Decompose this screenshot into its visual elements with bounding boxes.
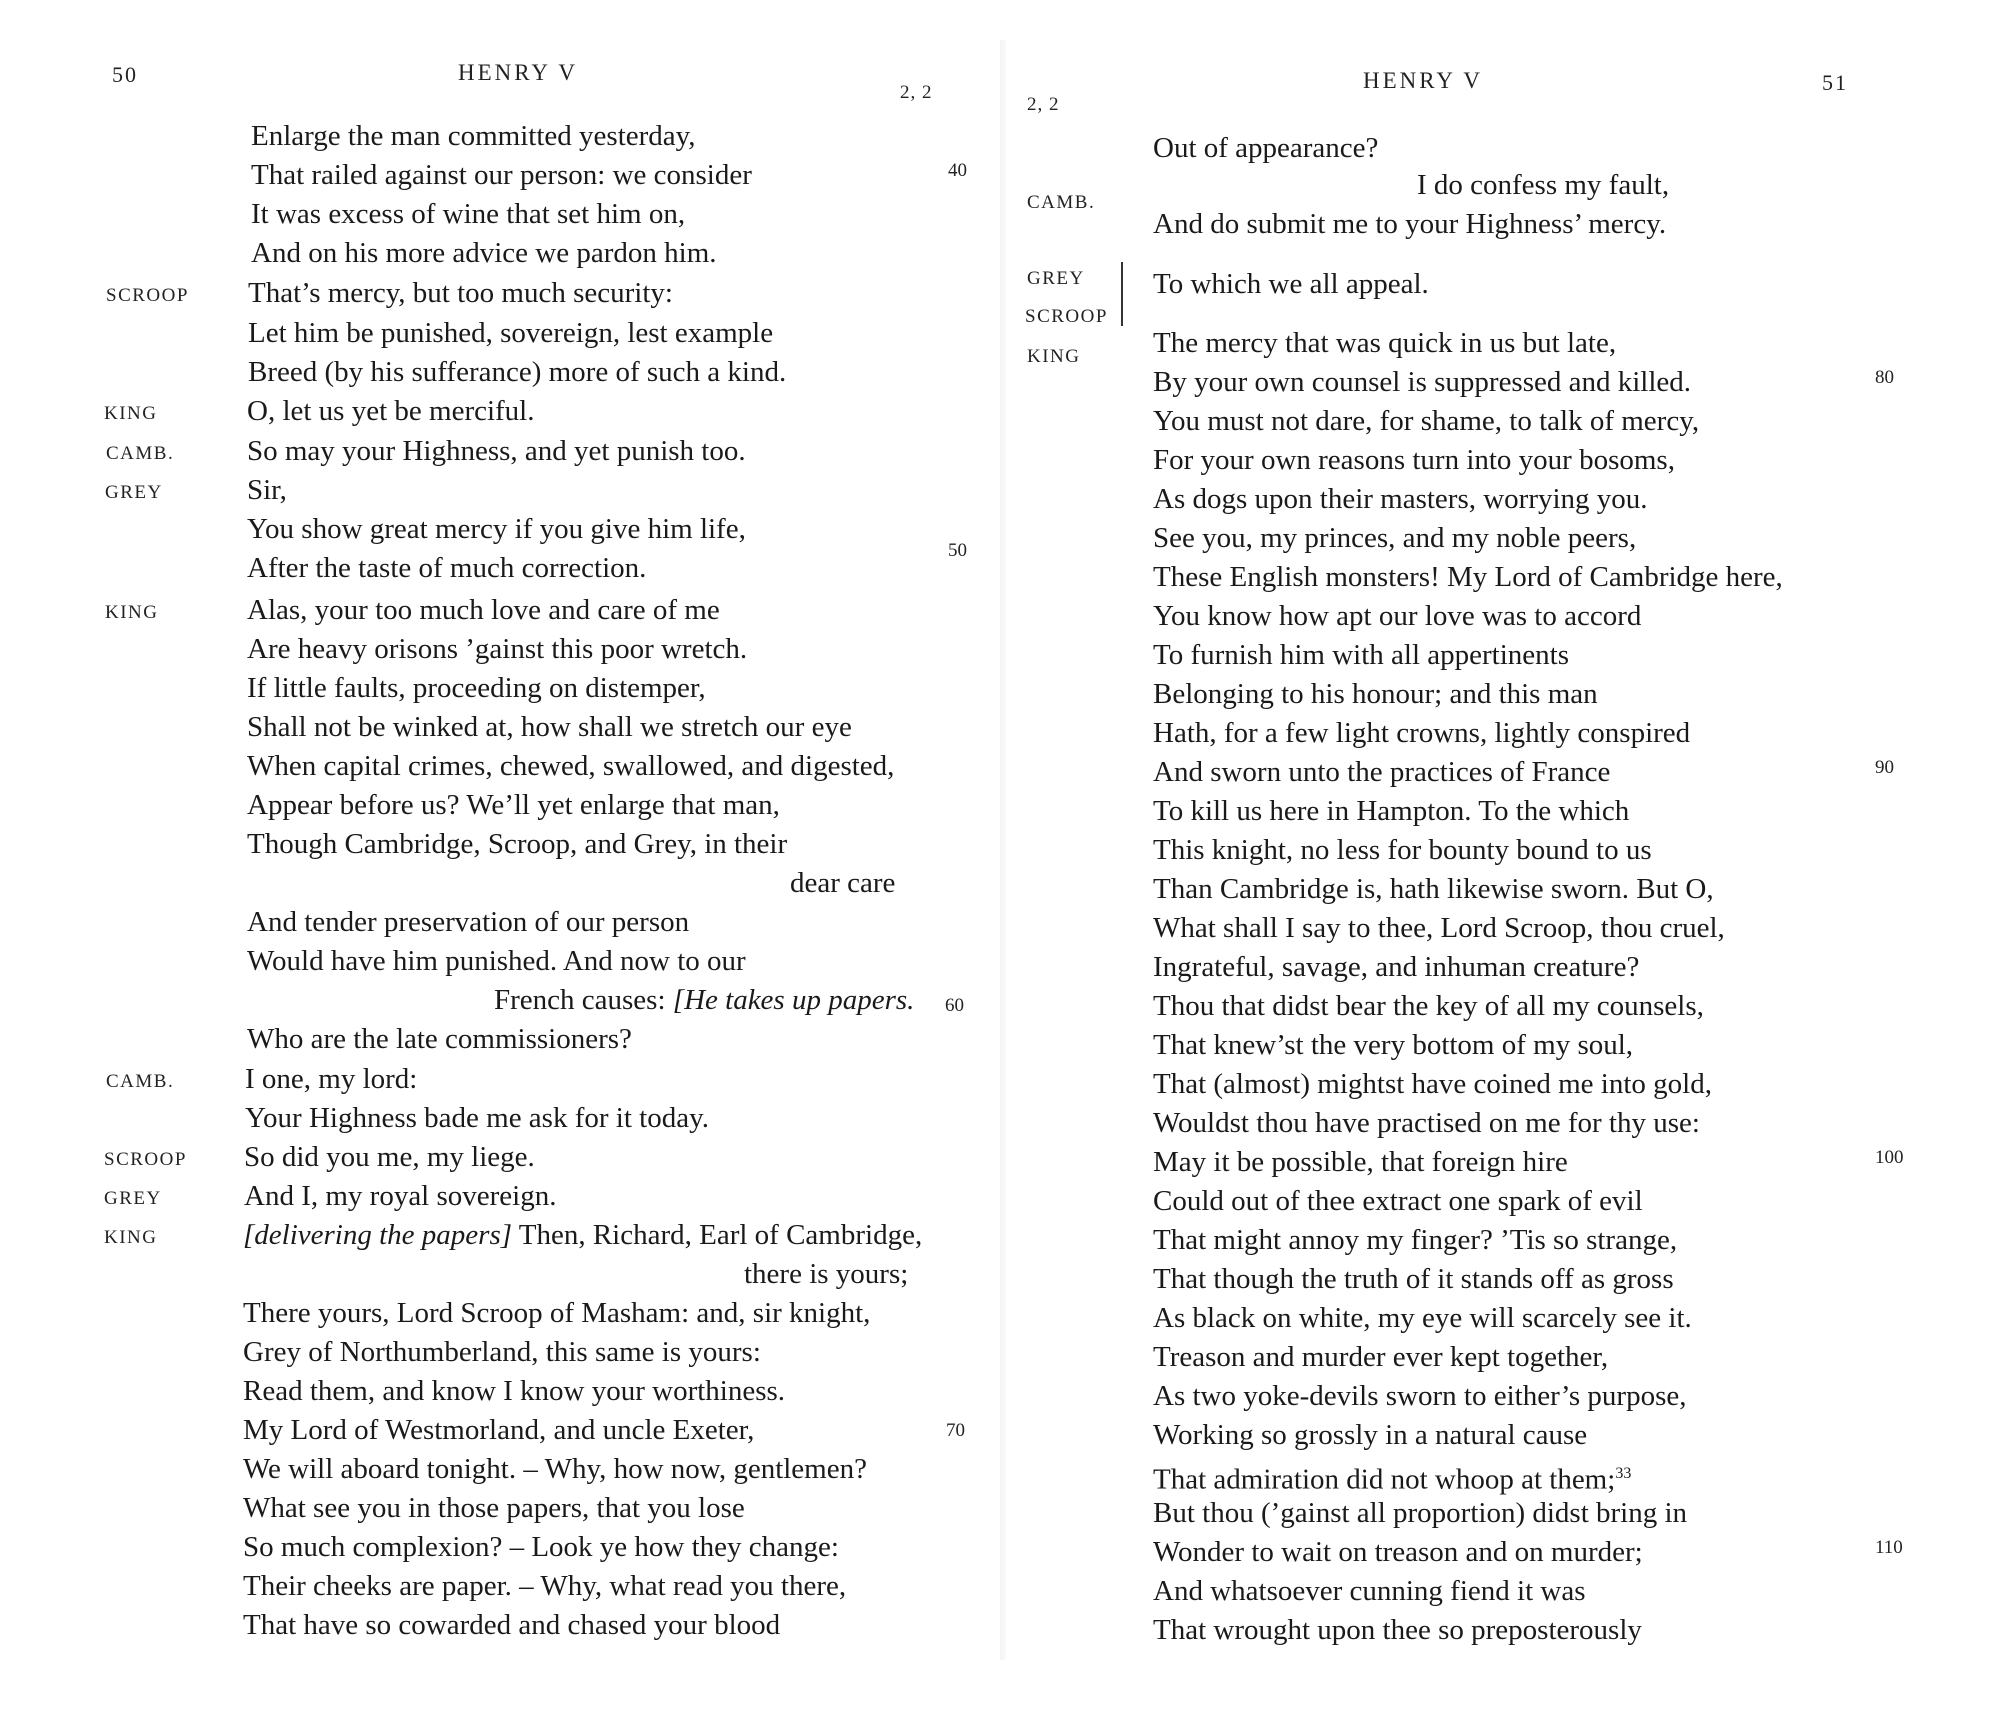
verse-line: Could out of thee extract one spark of evil [1153,1185,1643,1217]
verse-line: So did you me, my liege. [244,1141,535,1173]
verse-line: And whatsoever cunning fiend it was [1153,1575,1586,1607]
line-number: 90 [1875,757,1894,778]
verse-line: To which we all appeal. [1153,268,1429,300]
verse-text: That admiration did not whoop at them; [1153,1463,1616,1496]
verse-line: See you, my princes, and my noble peers, [1153,522,1637,554]
verse-line: That might annoy my finger? ’Tis so strange, [1153,1224,1678,1256]
footnote-marker: 33 [1615,1465,1632,1482]
stage-direction: [delivering the papers] [243,1219,513,1251]
verse-line [243,1217,922,1253]
verse-line: The mercy that was quick in us but late, [1153,327,1617,359]
verse-line: What see you in those papers, that you lose [243,1492,745,1524]
verse-line: It was excess of wine that set him on, [251,198,686,230]
verse-line: I one, my lord: [245,1063,418,1095]
line-number: 70 [946,1420,965,1441]
line-number: 80 [1875,367,1894,388]
verse-line: Breed (by his sufferance) more of such a kind. [248,356,787,388]
line-number: 40 [948,160,967,181]
verse-line: And do submit me to your Highness’ mercy. [1153,208,1667,240]
speaker-label: SCROOP [106,285,189,306]
verse-line: That knew’st the very bottom of my soul, [1153,1029,1634,1061]
verse-line: That’s mercy, but too much security: [248,277,673,309]
verse-line-continuation: there is yours; [744,1258,909,1290]
page-number: 50 [112,62,138,87]
verse-line: And I, my royal sovereign. [244,1180,557,1212]
verse-line-continuation: dear care [790,867,896,899]
verse-line: By your own counsel is suppressed and killed. [1153,366,1692,398]
verse-line: Alas, your too much love and care of me [247,594,720,626]
verse-line: And tender preservation of our person [247,906,690,938]
speaker-label: CAMB. [106,443,175,464]
speaker-label: SCROOP [1025,306,1108,327]
speaker-label: KING [105,602,159,623]
verse-line: After the taste of much correction. [247,552,647,584]
verse-line: You know how apt our love was to accord [1153,600,1642,632]
line-number: 50 [948,540,967,561]
verse-line: Would have him punished. And now to our [247,945,746,977]
verse-line: For your own reasons turn into your bosoms, [1153,444,1675,476]
verse-line-continuation [494,982,914,1018]
speaker-label: CAMB. [106,1071,175,1092]
verse-line: You must not dare, for shame, to talk of mercy, [1153,405,1700,437]
verse-line: My Lord of Westmorland, and uncle Exeter, [243,1414,755,1446]
speaker-label: KING [104,403,158,424]
line-number: 100 [1875,1147,1904,1168]
verse-line: As dogs upon their masters, worrying you. [1153,483,1648,515]
running-head: HENRY V [1363,68,1484,93]
verse-line: Read them, and know I know your worthiness. [243,1375,786,1407]
verse-line: That though the truth of it stands off as gross [1153,1263,1674,1295]
right-page [1005,0,2000,1723]
verse-line [1153,1456,1631,1498]
verse-line: So much complexion? – Look ye how they change: [243,1531,839,1563]
verse-line: Though Cambridge, Scroop, and Grey, in their [247,828,788,860]
verse-line: When capital crimes, chewed, swallowed, and digested, [247,750,895,782]
verse-line: Hath, for a few light crowns, lightly conspired [1153,717,1691,749]
verse-line: Than Cambridge is, hath likewise sworn. But O, [1153,873,1714,905]
speaker-label: GREY [104,1188,162,1209]
speaker-label: GREY [1027,268,1085,289]
verse-line: Let him be punished, sovereign, lest example [248,317,774,349]
verse-line: Shall not be winked at, how shall we stretch our eye [247,711,852,743]
speaker-label: KING [1027,346,1081,367]
verse-line: Belonging to his honour; and this man [1153,678,1598,710]
verse-line: That (almost) mightst have coined me into gold, [1153,1068,1712,1100]
verse-line: May it be possible, that foreign hire [1153,1146,1568,1178]
verse-line: Out of appearance? [1153,132,1379,164]
stage-direction: [He takes up papers. [672,984,915,1016]
speaker-brace [1113,262,1123,326]
verse-line: Thou that didst bear the key of all my counsels, [1153,990,1704,1022]
running-head: HENRY V [458,60,579,85]
verse-text: French causes: [494,984,666,1016]
verse-line: O, let us yet be merciful. [247,395,535,427]
line-number: 60 [945,995,964,1016]
verse-line: As two yoke-devils sworn to either’s purpose, [1153,1380,1687,1412]
verse-line: And sworn unto the practices of France [1153,756,1611,788]
verse-line: There yours, Lord Scroop of Masham: and, sir knight, [243,1297,871,1329]
verse-line: These English monsters! My Lord of Cambridge here, [1153,561,1783,593]
verse-line: That railed against our person: we consider [251,159,752,191]
verse-line: And on his more advice we pardon him. [251,237,717,269]
speaker-label: KING [104,1227,158,1248]
act-scene-marker: 2, 2 [900,82,933,103]
speaker-label: CAMB. [1027,192,1096,213]
verse-line: This knight, no less for bounty bound to us [1153,834,1652,866]
verse-line: Your Highness bade me ask for it today. [245,1102,709,1134]
line-number: 110 [1875,1537,1903,1558]
verse-line: We will aboard tonight. – Why, how now, gentlemen? [243,1453,867,1485]
verse-line: You show great mercy if you give him life, [247,513,746,545]
verse-line-continuation: I do confess my fault, [1417,169,1670,201]
verse-line: If little faults, proceeding on distemper, [247,672,706,704]
verse-line: But thou (’gainst all proportion) didst bring in [1153,1497,1688,1529]
verse-line: Are heavy orisons ’gainst this poor wretch. [247,633,748,665]
verse-line: Sir, [247,474,287,506]
act-scene-marker: 2, 2 [1027,94,1060,115]
verse-line: Working so grossly in a natural cause [1153,1419,1588,1451]
verse-line: Enlarge the man committed yesterday, [251,120,696,152]
verse-line: Appear before us? We’ll yet enlarge that man, [247,789,780,821]
speaker-label: GREY [105,482,163,503]
verse-line: So may your Highness, and yet punish too. [247,435,746,467]
page-number: 51 [1822,70,1848,95]
verse-line: Grey of Northumberland, this same is yours: [243,1336,761,1368]
verse-line: To furnish him with all appertinents [1153,639,1569,671]
verse-line: To kill us here in Hampton. To the which [1153,795,1630,827]
verse-line: As black on white, my eye will scarcely see it. [1153,1302,1692,1334]
verse-line: That wrought upon thee so preposterously [1153,1614,1642,1646]
verse-line: Wonder to wait on treason and on murder; [1153,1536,1643,1568]
verse-line: Who are the late commissioners? [247,1023,632,1055]
verse-line: Their cheeks are paper. – Why, what read you there, [243,1570,847,1602]
verse-line: Treason and murder ever kept together, [1153,1341,1609,1373]
verse-line: Wouldst thou have practised on me for thy use: [1153,1107,1700,1139]
speaker-label: SCROOP [104,1149,187,1170]
verse-line: Ingrateful, savage, and inhuman creature? [1153,951,1640,983]
verse-text: Then, Richard, Earl of Cambridge, [518,1219,923,1251]
verse-line: What shall I say to thee, Lord Scroop, thou cruel, [1153,912,1725,944]
verse-line: That have so cowarded and chased your blood [243,1609,781,1641]
